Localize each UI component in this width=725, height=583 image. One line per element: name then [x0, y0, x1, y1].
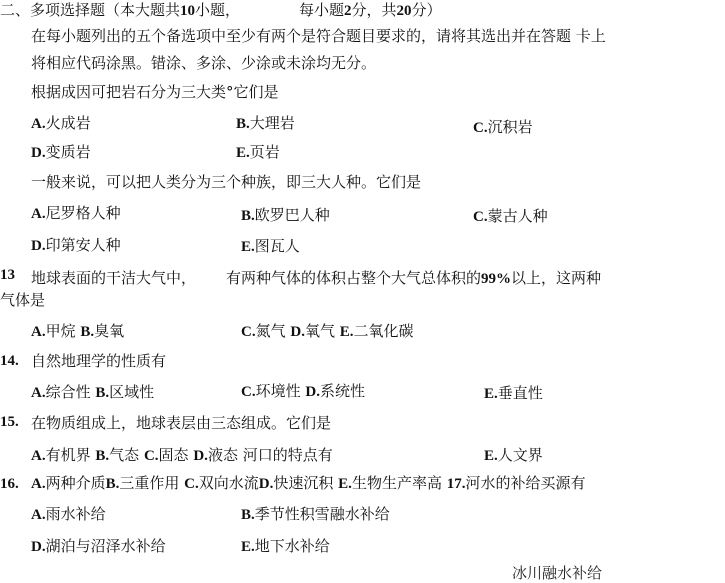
option-letter: B. — [241, 208, 255, 224]
option — [31, 204, 121, 223]
option-letter: D. — [31, 145, 46, 161]
question-stem: 根据成因可把岩石分为三大类°它们是 — [31, 83, 279, 101]
option — [484, 446, 543, 465]
heading-text-b: 小题， — [195, 1, 241, 19]
stem-part-b: 有两种气体的体积占整个大气总体积的 — [226, 269, 482, 287]
section-heading — [0, 1, 240, 20]
option-row — [241, 322, 414, 341]
option-letter: A. — [31, 385, 46, 401]
question-stem: 河水的补给买源有 — [465, 474, 586, 492]
option-text: 变质岩 — [45, 143, 91, 161]
option-text: 双向水流 — [198, 474, 259, 492]
heading-each-points: 2 — [344, 3, 352, 19]
question-stem-line2: 气体是 — [0, 291, 46, 309]
option-text: 三重作用 — [119, 474, 180, 492]
option-text: 有机界 — [45, 446, 91, 464]
option-letter: D. — [258, 476, 274, 492]
question-number-text: 13 — [0, 267, 15, 283]
question-number-text: 15. — [0, 414, 19, 430]
option-letter: E. — [236, 145, 250, 161]
option-letter: B. — [80, 324, 95, 340]
option-text: 环境性 — [255, 382, 301, 400]
option-letter: E. — [484, 448, 498, 464]
stem-part-a: 地球表面的干洁大气中， — [31, 269, 197, 287]
question-stem: 一般来说，可以把人类分为三个种族，即三大人种。它们是 — [31, 173, 422, 191]
option-letter: B. — [105, 476, 120, 492]
option-text: 臭氧 — [94, 322, 125, 340]
option-text: 系统性 — [319, 382, 365, 400]
option-text: 尼罗格人种 — [45, 204, 121, 222]
heading-scoring — [299, 1, 442, 20]
option-letter: A. — [31, 116, 46, 132]
inline-stem-text: 河口的特点有 — [242, 446, 333, 464]
question-number — [0, 474, 19, 493]
question-stem: 自然地理学的性质有 — [31, 352, 167, 370]
heading-text: 二、多项选择题（本大题共 — [0, 1, 181, 19]
heading-each-a: 每小题 — [299, 1, 345, 19]
option-text: 区域性 — [109, 383, 155, 401]
option-text: 甲烷 — [45, 322, 76, 340]
option-text: 二氧化碳 — [353, 322, 414, 340]
option-text: 生物生产率高 — [351, 474, 442, 492]
option — [31, 236, 121, 255]
cut-off-option-text: 冰川融水补给 — [512, 564, 603, 582]
option-text: 大理岩 — [249, 114, 295, 132]
option-text: 两种介质 — [45, 474, 106, 492]
option-letter: C. — [473, 120, 488, 136]
option-letter: E. — [339, 324, 354, 340]
option-letter: A. — [31, 448, 46, 464]
heading-each-c: 分） — [411, 1, 442, 19]
option — [31, 114, 91, 133]
option-text: 固态 — [158, 446, 189, 464]
option-letter: D. — [31, 238, 46, 254]
option — [484, 384, 543, 403]
instruction-line-1: 在每小题列出的五个备选项中至少有两个是符合题目要求的，请将其选出并在答题 卡上 — [31, 27, 606, 45]
option — [31, 143, 91, 162]
option-letter: B. — [95, 448, 110, 464]
option-letter: E. — [338, 476, 352, 492]
question-number — [0, 351, 19, 370]
option — [236, 114, 295, 133]
option-row — [31, 322, 124, 341]
option-letter: A. — [31, 206, 46, 222]
option — [241, 237, 300, 256]
option-text: 人文界 — [497, 446, 543, 464]
option-text: 氧气 — [304, 322, 335, 340]
stem-part-c: 以上，这两种 — [511, 269, 602, 287]
option-letter: A. — [31, 507, 46, 523]
option-letter: C. — [473, 209, 488, 225]
option-letter: A. — [31, 476, 46, 492]
option-text: 湖泊与沼泽水补给 — [45, 537, 166, 555]
option-text: 液态 — [207, 446, 238, 464]
option-letter: C. — [184, 476, 199, 492]
option — [31, 537, 166, 556]
question-number — [0, 412, 19, 431]
option-row — [31, 383, 154, 402]
option — [31, 505, 106, 524]
option-letter: E. — [241, 239, 255, 255]
option-letter: C. — [143, 448, 159, 464]
option-text: 图瓦人 — [254, 237, 300, 255]
option — [473, 207, 548, 226]
option-letter: C. — [241, 384, 256, 400]
option-letter: D. — [305, 384, 320, 400]
option-letter: B. — [236, 116, 250, 132]
option-row — [241, 382, 365, 401]
option — [473, 118, 533, 137]
question-number — [0, 265, 15, 284]
question-number-text: 14. — [0, 353, 19, 369]
option-letter: E. — [484, 386, 498, 402]
option-text: 欧罗巴人种 — [254, 206, 330, 224]
option-letter: D. — [290, 324, 305, 340]
option-text: 快速沉积 — [273, 474, 334, 492]
option-row — [31, 474, 586, 493]
option — [241, 206, 330, 225]
question-number-text: 17. — [446, 476, 466, 492]
option-letter: B. — [95, 385, 110, 401]
option-letter: D. — [193, 448, 208, 464]
question-stem: 在物质组成上，地球表层由三态组成。它们是 — [31, 414, 332, 432]
option-letter: C. — [241, 324, 256, 340]
option — [241, 505, 390, 524]
option — [236, 143, 280, 162]
option-text: 垂直性 — [497, 384, 543, 402]
option-text: 沉积岩 — [487, 118, 533, 136]
option-text: 火成岩 — [45, 114, 91, 132]
option-letter: B. — [241, 507, 255, 523]
option-text: 季节性积雪融水补给 — [254, 505, 390, 523]
instruction-line-2: 将相应代码涂黑。错涂、多涂、少涂或未涂均无分。 — [31, 54, 377, 72]
heading-total: 20 — [396, 3, 412, 19]
question-stem-cont — [226, 269, 601, 288]
heading-each-b: 分，共 — [351, 1, 397, 19]
option-text: 氮气 — [255, 322, 286, 340]
option-letter: D. — [31, 539, 46, 555]
stem-percent: 99% — [481, 271, 512, 287]
option-text: 地下水补给 — [254, 537, 330, 555]
question-stem — [31, 269, 196, 287]
option-text: 雨水补给 — [45, 505, 106, 523]
option-text: 印第安人种 — [45, 236, 121, 254]
option-letter: A. — [31, 324, 46, 340]
option-text: 页岩 — [249, 143, 280, 161]
option — [241, 537, 330, 556]
option-text: 蒙古人种 — [487, 207, 548, 225]
option-row — [31, 446, 333, 465]
question-number-text: 16. — [0, 476, 19, 492]
option-text: 综合性 — [45, 383, 91, 401]
option-text: 气态 — [109, 446, 140, 464]
option-letter: E. — [241, 539, 255, 555]
heading-count: 10 — [180, 3, 196, 19]
